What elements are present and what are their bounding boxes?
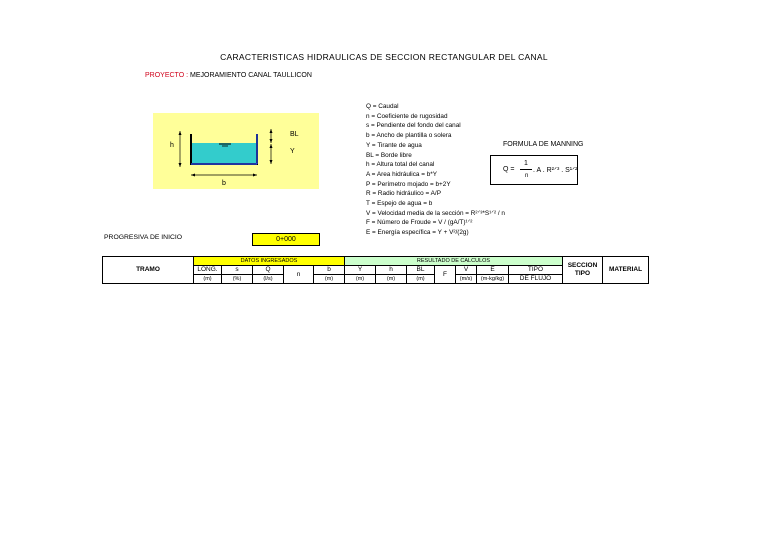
- col-b: b: [314, 266, 345, 275]
- manning-title: FORMULA DE MANNING: [503, 141, 584, 148]
- legend-item: P = Perímetro mojado = b+2Y: [366, 180, 451, 188]
- legend-item: h = Altura total del canal: [366, 161, 435, 169]
- col-long: LONG.: [194, 266, 222, 275]
- legend-item: s = Pendiente del fondo del canal: [366, 122, 461, 130]
- col-tipo: TIPO: [509, 266, 563, 275]
- unit-e: (m-kg/kg): [477, 275, 509, 284]
- legend-item: E = Energía específica = Y + V²/(2g): [366, 229, 469, 237]
- formula-rest: . A . R²ᐟ³ . S¹ᐟ²: [533, 167, 578, 174]
- page-title: CARACTERISTICAS HIDRAULICAS DE SECCION RECTANGULAR DEL CANAL: [220, 52, 548, 62]
- formula-fraction-bar: [520, 169, 532, 170]
- unit-y: (m): [345, 275, 376, 284]
- channel-section-diagram: [153, 113, 319, 189]
- col-n: n: [284, 266, 314, 284]
- b-label: b: [222, 180, 226, 187]
- legend-item: BL = Borde libre: [366, 151, 412, 159]
- col-y: Y: [345, 266, 376, 275]
- col-material: MATERIAL: [603, 257, 649, 284]
- project-name: MEJORAMIENTO CANAL TAULLICON: [190, 72, 312, 79]
- unit-q: (l/s): [253, 275, 284, 284]
- formula-q: Q =: [503, 166, 515, 173]
- col-e: E: [477, 266, 509, 275]
- resultado-header: RESULTADO DE CALCULOS: [345, 257, 563, 266]
- col-h: h: [376, 266, 407, 275]
- col-bl: BL: [407, 266, 435, 275]
- col-tipo-flujo: DE FLUJO: [509, 275, 563, 284]
- legend-item: V = Velocidad media de la sección = R²ᐟ³*S¹ᐟ² / n: [366, 209, 505, 217]
- legend-item: b = Ancho de plantilla o solera: [366, 132, 452, 140]
- y-label: Y: [290, 148, 295, 155]
- legend-item: T = Espejo de agua = b: [366, 200, 433, 208]
- legend-item: R = Radio hidráulico = A/P: [366, 190, 441, 198]
- formula-denominator: n: [525, 173, 529, 179]
- col-q: Q: [253, 266, 284, 275]
- manning-formula-box: [490, 155, 578, 185]
- col-tramo: TRAMO: [103, 257, 194, 284]
- legend-item: Y = Tirante de agua: [366, 141, 422, 149]
- unit-v: (m/s): [456, 275, 477, 284]
- symbol-legend: [366, 102, 505, 238]
- col-s: s: [222, 266, 253, 275]
- unit-s: (%): [222, 275, 253, 284]
- legend-item: Q = Caudal: [366, 103, 399, 110]
- progresiva-input[interactable]: 0+000: [252, 233, 320, 246]
- project-line: [145, 72, 312, 79]
- legend-item: F = Número de Froude = V / (gA/T)¹ᐟ²: [366, 219, 473, 227]
- unit-bl: (m): [407, 275, 435, 284]
- col-f: F: [435, 266, 456, 284]
- project-label: PROYECTO :: [145, 72, 189, 79]
- col-v: V: [456, 266, 477, 275]
- progresiva-label: PROGRESIVA DE INICIO: [104, 234, 183, 241]
- h-label: h: [170, 142, 174, 149]
- bl-label: BL: [290, 131, 299, 138]
- col-seccion-tipo: SECCION TIPO: [563, 257, 603, 284]
- legend-item: A = Area hidráulica = b*Y: [366, 170, 438, 178]
- unit-h: (m): [376, 275, 407, 284]
- legend-item: n = Coeficiente de rugosidad: [366, 112, 448, 120]
- datos-ingresados-header: DATOS INGRESADOS: [194, 257, 345, 266]
- results-table: [102, 256, 649, 284]
- unit-b: (m): [314, 275, 345, 284]
- formula-numerator: 1: [524, 160, 528, 167]
- unit-long: (m): [194, 275, 222, 284]
